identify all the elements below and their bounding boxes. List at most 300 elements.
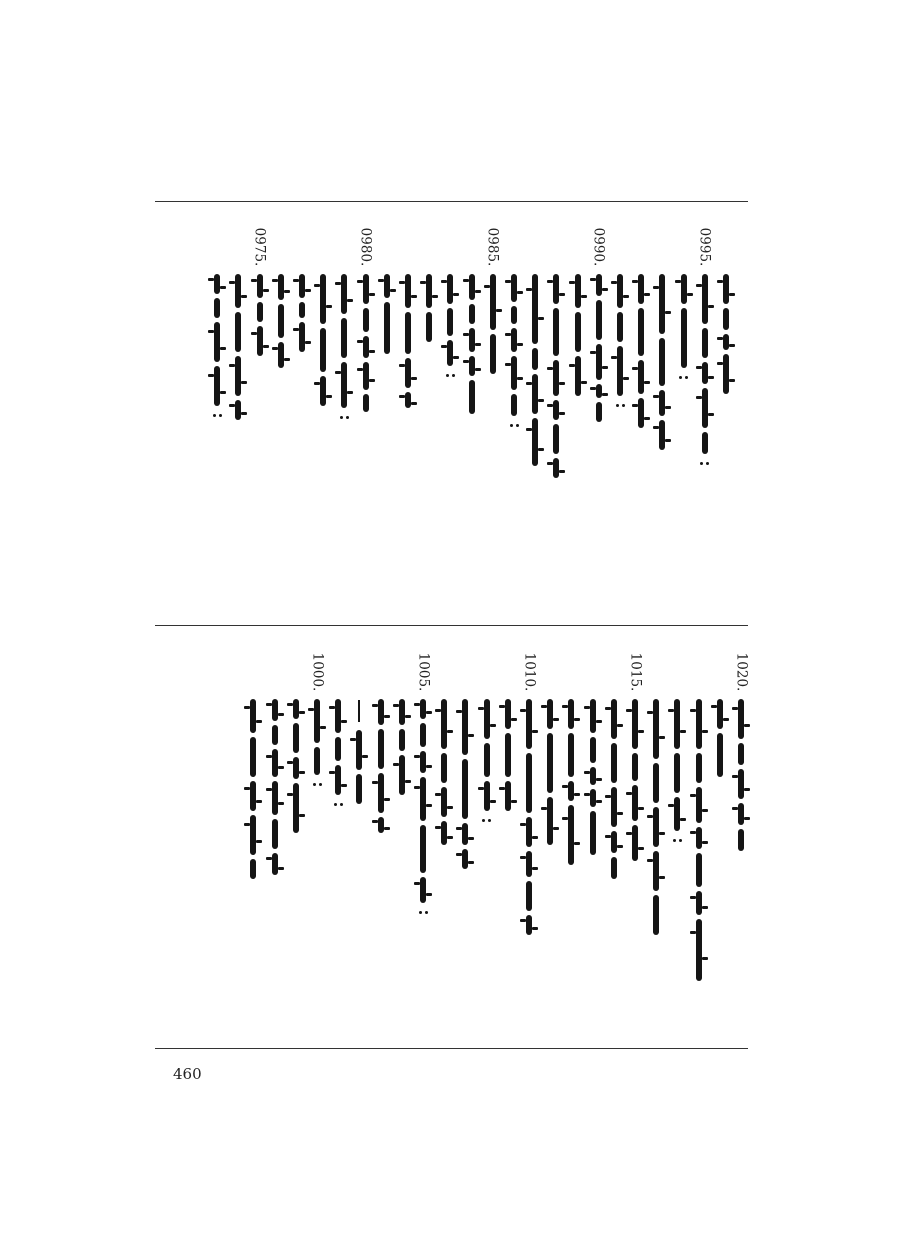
script-word <box>356 730 362 770</box>
script-word <box>335 737 341 761</box>
line-number-slot <box>227 230 249 272</box>
line-number-slot <box>624 652 646 697</box>
end-punctuation <box>482 819 491 823</box>
script-word <box>490 334 496 374</box>
end-punctuation <box>700 462 709 466</box>
script-words <box>384 272 390 356</box>
script-word <box>405 274 411 308</box>
script-word <box>335 699 341 733</box>
script-word <box>441 753 447 783</box>
script-word <box>681 274 687 304</box>
script-word <box>426 274 432 308</box>
script-words <box>257 272 263 358</box>
script-words <box>659 272 665 452</box>
script-word <box>575 274 581 308</box>
line-number-slot <box>609 230 631 272</box>
script-word <box>674 753 680 793</box>
script-word <box>299 274 305 298</box>
verse-line <box>397 230 419 410</box>
line-number-slot <box>673 230 695 272</box>
script-word <box>632 825 638 861</box>
script-word <box>723 354 729 394</box>
script-word <box>363 308 369 332</box>
line-number-slot <box>482 227 504 272</box>
script-word <box>596 344 602 380</box>
line-number-slot <box>709 655 731 697</box>
script-word <box>568 805 574 865</box>
middle-rule <box>155 625 748 626</box>
line-number-slot <box>333 230 355 272</box>
verse-line <box>560 655 582 867</box>
script-word <box>420 751 426 773</box>
script-word <box>341 274 347 314</box>
script-word <box>653 807 659 847</box>
line-number-slot <box>503 230 525 272</box>
script-word <box>293 723 299 753</box>
script-word <box>568 699 574 729</box>
script-word <box>299 302 305 318</box>
script-word <box>526 753 532 813</box>
script-word <box>484 699 490 739</box>
script-words <box>632 697 638 863</box>
end-punctuation <box>446 374 455 378</box>
script-word <box>681 308 687 368</box>
script-word <box>532 348 538 370</box>
line-number-slot <box>249 227 271 272</box>
script-word <box>532 374 538 414</box>
script-word <box>341 318 347 358</box>
script-word <box>420 825 426 873</box>
verse-line <box>503 230 525 430</box>
script-words <box>696 697 702 983</box>
script-words <box>505 697 511 813</box>
end-punctuation <box>616 404 625 408</box>
script-word <box>653 763 659 803</box>
verse-line <box>439 230 461 380</box>
script-word <box>659 274 665 334</box>
script-word <box>596 300 602 340</box>
script-word <box>611 699 617 739</box>
script-word <box>568 733 574 777</box>
script-word <box>617 346 623 396</box>
script-word <box>441 699 447 749</box>
verse-line <box>291 230 313 354</box>
verse-line <box>348 655 370 806</box>
verse-line <box>518 652 540 937</box>
script-word <box>469 356 475 376</box>
script-word <box>553 458 559 478</box>
script-word <box>568 781 574 801</box>
line-number-slot <box>694 227 716 272</box>
line-number-slot <box>715 230 737 272</box>
verse-line <box>355 227 377 414</box>
line-number: 1020. <box>733 652 749 692</box>
script-word <box>526 817 532 847</box>
end-punctuation <box>213 414 222 418</box>
script-word <box>447 340 453 366</box>
script-words <box>700 272 709 468</box>
script-word <box>363 394 369 412</box>
script-word <box>590 811 596 855</box>
verse-line <box>242 655 264 881</box>
script-words <box>446 272 455 380</box>
top-rule <box>155 201 748 202</box>
script-word <box>638 398 644 428</box>
script-word <box>653 895 659 935</box>
script-word <box>638 360 644 394</box>
script-word <box>462 849 468 869</box>
end-punctuation <box>673 839 682 843</box>
script-word <box>674 699 680 749</box>
script-word <box>356 774 362 804</box>
verse-line <box>645 655 667 937</box>
script-words <box>299 272 305 354</box>
script-word <box>611 857 617 879</box>
script-word <box>738 769 744 799</box>
script-words <box>313 697 322 789</box>
script-word <box>293 783 299 833</box>
script-words <box>250 697 256 881</box>
verse-line <box>603 655 625 881</box>
script-word <box>250 859 256 879</box>
script-words <box>334 697 343 809</box>
script-word <box>378 699 384 725</box>
line-number: 1015. <box>627 652 643 692</box>
verse-line <box>264 655 286 877</box>
verse-line <box>249 227 271 358</box>
line-number-slot <box>560 655 582 697</box>
script-words <box>723 272 729 396</box>
script-word <box>696 699 702 749</box>
script-word <box>320 376 326 406</box>
verse-line <box>545 230 567 480</box>
verse-line <box>730 652 752 853</box>
script-word <box>611 831 617 853</box>
script-words <box>293 697 299 835</box>
script-word <box>702 274 708 324</box>
script-words <box>510 272 519 430</box>
line-number-slot <box>370 655 392 697</box>
script-word <box>420 723 426 747</box>
script-word <box>420 699 426 719</box>
script-word <box>717 699 723 729</box>
verse-line <box>454 655 476 871</box>
line-number: 0985. <box>484 227 501 267</box>
script-word <box>696 891 702 915</box>
verse-line <box>609 230 631 410</box>
line-number: 0980. <box>357 227 374 267</box>
script-word <box>532 274 538 344</box>
script-word <box>405 392 411 408</box>
script-word <box>214 322 220 362</box>
script-word <box>611 743 617 783</box>
verse-panel-upper <box>155 227 748 610</box>
verse-line <box>285 655 307 835</box>
line-number-slot <box>270 230 292 272</box>
line-number-slot <box>518 652 540 697</box>
script-word <box>596 402 602 422</box>
script-word <box>659 338 665 386</box>
script-word <box>575 312 581 352</box>
script-words <box>340 272 349 422</box>
script-word <box>314 699 320 743</box>
script-word <box>405 312 411 354</box>
script-word <box>547 699 553 729</box>
line-number-slot <box>461 230 483 272</box>
script-word <box>511 328 517 352</box>
script-word <box>441 821 447 845</box>
script-words <box>532 272 538 468</box>
script-word <box>653 699 659 759</box>
script-word <box>278 304 284 338</box>
script-word <box>278 274 284 300</box>
verse-line <box>630 230 652 430</box>
script-word <box>575 356 581 396</box>
script-word <box>293 699 299 719</box>
line-number-slot <box>412 652 434 697</box>
script-words <box>568 697 574 867</box>
line-number: 1000. <box>309 652 325 692</box>
script-words <box>526 697 532 937</box>
end-punctuation <box>313 783 322 787</box>
script-word <box>320 328 326 372</box>
script-word <box>278 342 284 368</box>
script-word <box>257 326 263 356</box>
script-words <box>320 272 326 408</box>
line-number-slot <box>539 655 561 697</box>
line-number-slot <box>397 230 419 272</box>
verse-line <box>412 652 434 917</box>
script-words <box>469 272 475 416</box>
script-word <box>484 781 490 811</box>
line-number-slot <box>730 652 752 697</box>
line-number-slot <box>327 655 349 697</box>
script-word <box>526 699 532 749</box>
script-word <box>738 699 744 739</box>
script-word <box>447 308 453 336</box>
verse-line <box>376 230 398 356</box>
script-word <box>632 785 638 821</box>
script-word <box>441 787 447 817</box>
script-words <box>490 272 496 376</box>
script-word <box>250 815 256 855</box>
script-word <box>214 366 220 406</box>
script-word <box>399 755 405 795</box>
script-words <box>673 697 682 845</box>
line-number-slot <box>666 655 688 697</box>
verse-line <box>418 230 440 344</box>
script-word <box>378 817 384 833</box>
verse-line <box>391 655 413 797</box>
script-word <box>420 777 426 821</box>
script-word <box>696 787 702 823</box>
script-word <box>250 781 256 811</box>
script-word <box>553 274 559 304</box>
script-word <box>553 400 559 420</box>
verse-line <box>539 655 561 847</box>
script-words <box>426 272 432 344</box>
script-word <box>696 753 702 783</box>
verse-line <box>582 655 604 857</box>
script-word <box>638 274 644 304</box>
line-number-slot <box>645 655 667 697</box>
script-word <box>723 334 729 350</box>
script-word <box>505 733 511 777</box>
page-number: 460 <box>173 1065 202 1083</box>
script-word <box>363 336 369 358</box>
script-words <box>575 272 581 398</box>
verse-line <box>370 655 392 835</box>
script-word <box>553 424 559 454</box>
script-words <box>638 272 644 430</box>
script-word <box>638 308 644 356</box>
script-words <box>399 697 405 797</box>
script-words <box>405 272 411 410</box>
script-words <box>356 697 362 806</box>
script-word <box>511 274 517 302</box>
script-word <box>378 773 384 813</box>
script-word <box>447 274 453 304</box>
script-word <box>596 274 602 296</box>
script-word <box>696 919 702 981</box>
script-words <box>553 272 559 480</box>
script-words <box>482 697 491 825</box>
script-word <box>505 699 511 729</box>
verse-line <box>694 227 716 468</box>
line-number-slot <box>264 655 286 697</box>
script-word <box>484 743 490 777</box>
script-word <box>469 328 475 352</box>
script-word <box>659 390 665 416</box>
script-word <box>405 358 411 388</box>
script-word <box>272 781 278 815</box>
script-word <box>462 823 468 845</box>
end-punctuation <box>334 803 343 807</box>
dash-mark <box>358 700 360 722</box>
script-word <box>702 362 708 384</box>
script-word <box>717 733 723 777</box>
script-word <box>320 274 326 324</box>
script-word <box>462 759 468 819</box>
verse-line <box>497 655 519 813</box>
script-word <box>235 400 241 420</box>
line-number-slot <box>391 655 413 697</box>
line-number-slot <box>651 230 673 272</box>
script-word <box>272 725 278 745</box>
script-words <box>363 272 369 414</box>
script-word <box>553 308 559 356</box>
line-number-slot <box>454 655 476 697</box>
script-words <box>213 272 222 420</box>
script-word <box>257 274 263 298</box>
script-word <box>235 356 241 396</box>
script-word <box>469 304 475 324</box>
script-word <box>363 274 369 304</box>
verse-line <box>270 230 292 370</box>
verse-line <box>624 652 646 863</box>
line-number-slot <box>545 230 567 272</box>
line-number-slot <box>206 230 228 272</box>
script-word <box>363 362 369 390</box>
script-words <box>441 697 447 847</box>
line-number-slot <box>291 230 313 272</box>
line-number-slot <box>242 655 264 697</box>
script-word <box>214 298 220 318</box>
script-word <box>674 797 680 831</box>
script-word <box>235 274 241 308</box>
script-word <box>696 853 702 887</box>
verse-line <box>327 655 349 809</box>
script-word <box>590 737 596 763</box>
script-word <box>490 274 496 330</box>
line-number-slot <box>630 230 652 272</box>
line-number-slot <box>588 227 610 272</box>
script-word <box>632 753 638 781</box>
script-word <box>293 757 299 779</box>
script-words <box>378 697 384 835</box>
script-words <box>272 697 278 877</box>
script-words <box>278 272 284 370</box>
script-word <box>702 388 708 428</box>
line-number: 0975. <box>251 227 268 267</box>
line-number-slot <box>439 230 461 272</box>
script-word <box>399 729 405 751</box>
end-punctuation <box>510 424 519 428</box>
script-words <box>717 697 723 779</box>
script-word <box>235 312 241 352</box>
verse-line <box>312 230 334 408</box>
line-number-slot <box>524 230 546 272</box>
script-word <box>553 360 559 396</box>
script-words <box>547 697 553 847</box>
script-word <box>702 328 708 358</box>
script-word <box>250 699 256 733</box>
line-number: 0995. <box>696 227 713 267</box>
script-word <box>590 699 596 733</box>
script-word <box>214 274 220 294</box>
line-number-slot <box>567 230 589 272</box>
script-word <box>469 380 475 414</box>
line-number-slot <box>355 227 377 272</box>
script-words <box>611 697 617 881</box>
script-word <box>617 312 623 342</box>
verse-line <box>666 655 688 845</box>
script-word <box>653 851 659 891</box>
script-word <box>596 384 602 398</box>
line-number: 0990. <box>590 227 607 267</box>
script-word <box>696 827 702 849</box>
line-number: 1005. <box>415 652 431 692</box>
script-word <box>511 394 517 416</box>
script-word <box>526 851 532 877</box>
script-words <box>419 697 428 917</box>
script-word <box>399 699 405 725</box>
script-word <box>341 362 347 408</box>
verse-line <box>688 655 710 983</box>
verse-line <box>206 230 228 420</box>
script-word <box>702 432 708 454</box>
script-word <box>738 829 744 851</box>
script-words <box>596 272 602 424</box>
verse-line <box>482 227 504 376</box>
script-word <box>723 308 729 330</box>
script-word <box>511 356 517 390</box>
verse-line <box>709 655 731 779</box>
script-word <box>469 274 475 300</box>
script-word <box>384 302 390 354</box>
verse-panel-lower <box>155 652 749 1035</box>
script-word <box>272 749 278 777</box>
